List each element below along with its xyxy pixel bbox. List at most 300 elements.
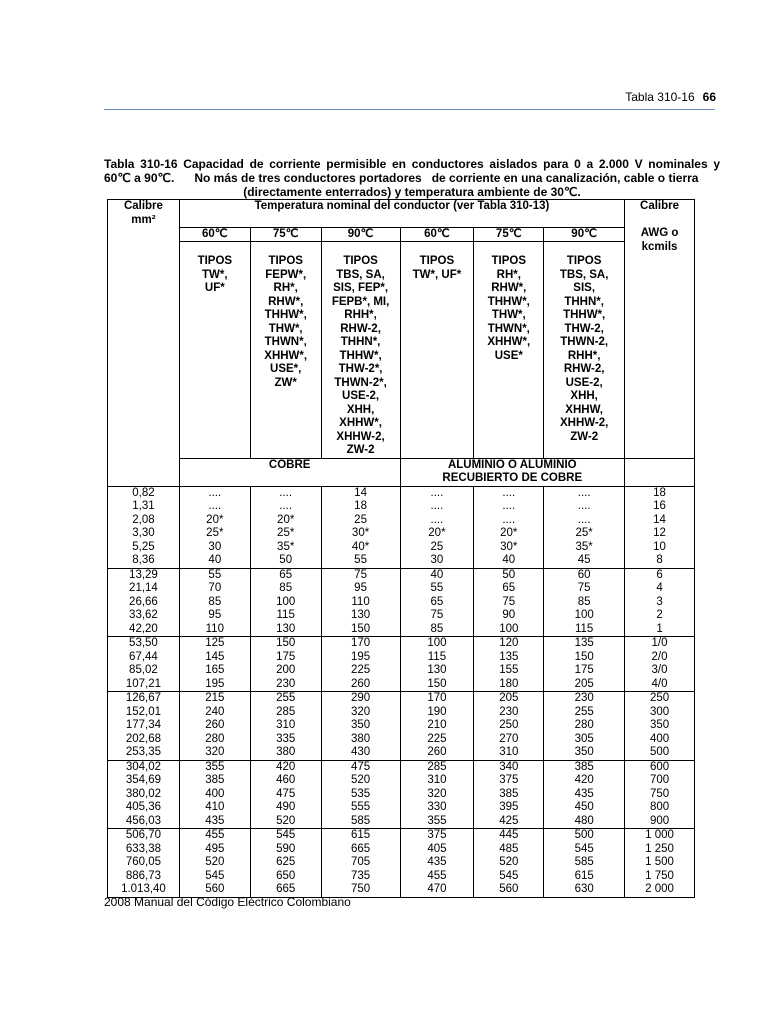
calibre-mm-cell [108,568,180,637]
cell-value: 480 [574,814,594,827]
cell-value: 53,50 [129,637,158,649]
cell-value: 130 [350,609,371,621]
cell-value: 225 [427,732,447,745]
cell-value: 560 [499,883,519,895]
cell-value: 40* [351,540,370,553]
cell-value: 330 [427,801,447,813]
cell-value: 250 [649,692,670,704]
cell-value: 2 [656,609,663,621]
cell-value: 320 [427,787,447,800]
ampacity-cell [179,486,250,568]
cell-value: 405,36 [125,801,162,813]
tipos-cell [474,242,544,459]
ampacity-cell [400,568,474,637]
cell-value: 1/0 [651,637,668,649]
cell-value: 485 [499,842,519,855]
cell-value: 42,20 [129,622,158,635]
cell-value: 270 [499,732,519,745]
cell-value: 25* [575,527,593,539]
ampacity-cell [321,568,400,637]
cell-value: 125 [205,637,225,649]
cell-value: 65 [502,582,516,594]
cell-value: 190 [427,705,447,718]
ampacity-cell [321,637,400,692]
cell-value: 6 [656,568,663,581]
tipos-row [108,242,695,459]
cell-value: 40 [430,568,444,581]
cell-value: 500 [649,746,670,758]
cell-value: 85,02 [129,664,158,676]
calibre-awg-cell [625,486,695,568]
ampacity-cell [474,486,544,568]
cell-value: 205 [574,677,594,690]
tipo-line: XHH, [346,403,375,416]
page-header [625,90,716,104]
cell-value: 455 [427,869,447,882]
material-copper: COBRE [179,458,400,486]
tipo-line: TIPOS [197,255,233,267]
ampacity-cell [250,760,321,829]
ampacity-cell [474,568,544,637]
ampacity-cell [474,637,544,692]
tipo-line: XHHW*, [487,336,531,348]
cell-value: 3/0 [651,664,668,676]
cell-value: .... [208,486,222,499]
cell-value: 470 [427,883,447,895]
cell-value: .... [430,500,444,512]
cell-value: .... [279,486,293,499]
cell-value: 100 [499,622,519,635]
tipo-line: THHN*, [564,295,604,308]
cell-value: .... [502,513,516,526]
tipo-line: USE-2, [565,376,603,389]
cell-value: 13,29 [129,568,158,581]
cell-value: 210 [427,719,447,731]
cell-value: 400 [205,787,225,800]
ampacity-cell [400,692,474,761]
header-row-temps [108,227,695,242]
ampacity-cell [179,829,250,898]
calibre-mm-cont [108,458,180,486]
cell-value: 0,82 [132,486,155,499]
cell-value: 45 [577,554,591,566]
tipo-line: XHHW-2, [559,417,609,429]
cell-value: 1.013,40 [121,883,166,895]
tipo-line: THW*, [491,309,526,321]
tipo-line: TIPOS [343,255,378,267]
cell-value: 490 [276,801,296,813]
cell-value: 500 [574,829,594,841]
tipo-line: USE*, [270,363,302,375]
calibre-awg-header [625,200,695,228]
cell-value: 165 [205,664,225,676]
calibre-awg-cont [625,458,695,486]
page-number: 66 [702,90,716,104]
cell-value: 260 [427,746,447,758]
material-row [108,458,695,486]
ampacity-cell [321,829,400,898]
cell-value: 115 [574,622,594,635]
ampacity-cell [474,760,544,829]
title-line-1: Tabla 310-16 Capacidad de corriente permisible en conductores aislados para 0 a 2.000 V nominales y [104,157,720,171]
cell-value: 1 750 [645,869,674,882]
cell-value: 65 [430,595,444,608]
tipo-line: TBS, SA, [559,268,609,281]
header-row-1 [108,200,695,228]
cell-value: 230 [499,705,519,718]
cell-value: 310 [499,746,519,758]
cell-value: 145 [205,650,225,663]
cell-value: 110 [205,622,224,635]
ampacity-cell [544,829,625,898]
tipo-line: ZW-2 [346,444,375,456]
tipo-line: XHHW-2, [336,430,385,443]
calibre-mm-cell [108,486,180,568]
calibre-mm-unit: mm² [131,213,156,226]
cell-value: 85 [279,582,293,594]
cell-value: 1 [656,622,663,635]
cell-value: 253,35 [125,746,162,758]
cell-value: 405 [427,842,447,855]
cell-value: 85 [430,622,444,635]
ampacity-table [107,199,695,898]
cell-value: 110 [351,595,370,608]
cell-value: 385 [205,774,225,786]
cell-value: 175 [574,664,594,676]
cell-value: 205 [499,692,519,704]
cell-value: 340 [499,760,519,773]
cell-value: 30* [351,527,370,539]
cell-value: 30 [430,554,444,566]
temp-cell: 90℃ [321,227,400,242]
cell-value: 350 [649,719,670,731]
cell-value: 25 [354,513,367,526]
cell-value: .... [577,513,591,526]
cell-value: 385 [574,760,594,773]
calibre-mm-cont [108,242,180,459]
calibre-mm-cell [108,637,180,692]
cell-value: 705 [350,856,371,868]
ampacity-cell [179,692,250,761]
cell-value: 555 [350,801,371,813]
calibre-mm-cell [108,760,180,829]
cell-value: 310 [276,719,296,731]
header-divider [104,109,715,110]
ampacity-cell [179,637,250,692]
cell-value: 255 [276,692,296,704]
cell-value: 495 [205,842,225,855]
cell-value: 615 [350,829,371,841]
cell-value: 18 [354,500,367,512]
cell-value: 150 [276,637,296,649]
cell-value: 75 [502,595,516,608]
cell-value: 625 [276,856,296,868]
ampacity-cell [544,760,625,829]
tipo-line: TIPOS [491,255,527,267]
header-label: Tabla 310-16 [625,90,695,104]
cell-value: 100 [574,609,594,621]
tipo-line: USE* [494,349,523,362]
cell-value: 600 [649,760,670,773]
cell-value: 177,34 [125,719,162,731]
cell-value: 14 [653,513,666,526]
cell-value: 900 [649,814,670,827]
cell-value: 2/0 [651,650,668,663]
cell-value: 700 [649,774,670,786]
cell-value: 2 000 [645,883,674,895]
cell-value: 560 [205,883,225,895]
cell-value: 1 500 [645,856,674,868]
temp-cell: 75℃ [250,227,321,242]
cell-value: 380 [276,746,296,758]
table-row [108,486,695,568]
calibre-awg-cell [625,568,695,637]
cell-value: 67,44 [129,650,158,663]
cell-value: 475 [276,787,296,800]
cell-value: 545 [276,829,296,841]
cell-value: 335 [276,732,296,745]
temp-cell: 60℃ [400,227,474,242]
cell-value: 520 [205,856,225,868]
ampacity-cell [544,692,625,761]
cell-value: 585 [574,856,594,868]
cell-value: 195 [205,677,225,690]
ampacity-cell [400,486,474,568]
cell-value: 240 [205,705,225,718]
calibre-awg-unit: AWG o kcmils [625,227,695,458]
cell-value: .... [577,486,591,499]
cell-value: 300 [649,705,670,718]
cell-value: 800 [649,801,670,813]
ampacity-cell [250,568,321,637]
cell-value: 665 [350,842,371,855]
cell-value: 35* [575,540,593,553]
cell-value: 180 [499,677,519,690]
cell-value: 450 [574,801,594,813]
tipo-line: THW-2, [564,322,604,335]
tipos-cell [250,242,321,459]
cell-value: 1 250 [645,842,674,855]
cell-value: 150 [350,622,371,635]
cell-value: 3,30 [132,527,155,539]
title-line-2: 60℃ a 90℃. No más de tres conductores portadores de corriente en una canalización, cable o tierra [104,171,699,185]
cell-value: 435 [205,814,225,827]
cell-value: 615 [574,869,594,882]
tipo-line: FEPW*, [265,268,307,281]
table-row [108,568,695,637]
tipos-cell [544,242,625,459]
cell-value: 475 [350,760,371,773]
table-row [108,760,695,829]
cell-value: 55 [430,582,444,594]
cell-value: 4/0 [651,677,668,690]
cell-value: 10 [653,540,666,553]
tipo-line: UF* [204,282,225,294]
cell-value: 20* [500,527,518,539]
cell-value: 16 [653,500,666,512]
calibre-mm-cell [108,692,180,761]
cell-value: 33,62 [129,609,158,621]
tipo-line: SIS, FEP*, [333,282,389,294]
cell-value: 520 [350,774,371,786]
tipo-line: ZW-2 [570,430,599,443]
cell-value: 40 [208,554,222,566]
cell-value: 75 [577,582,591,594]
tipo-line: RHW*, [268,295,304,308]
cell-value: 130 [427,664,447,676]
cell-value: 375 [499,774,519,786]
calibre-mm-header [108,200,180,228]
cell-value: 100 [427,637,447,649]
cell-value: 26,66 [129,595,158,608]
tipo-line: THW-2*, [338,363,383,375]
cell-value: 120 [499,637,519,649]
cell-value: 255 [574,705,594,718]
tipo-line: THHW*, [264,309,307,321]
cell-value: 305 [574,732,594,745]
cell-value: 135 [574,637,594,649]
tipo-line: TBS, SA, [336,268,385,281]
cell-value: 886,73 [125,869,162,882]
cell-value: 380,02 [125,787,162,800]
cell-value: 150 [427,677,447,690]
cell-value: 460 [276,774,296,786]
tipo-line: TW*, UF* [412,268,462,281]
cell-value: 760,05 [125,856,162,868]
cell-value: 545 [205,869,225,882]
cell-value: 115 [276,609,295,621]
tipo-line: SIS, [573,282,596,294]
cell-value: 590 [276,842,296,855]
tipo-line: RHW-2, [563,363,605,375]
cell-value: 100 [276,595,296,608]
cell-value: 435 [574,787,594,800]
cell-value: 535 [350,787,371,800]
calibre-awg-cell [625,637,695,692]
cell-value: 130 [276,622,296,635]
ampacity-cell [474,829,544,898]
cell-value: 633,38 [125,842,162,855]
cell-value: 310 [427,774,447,786]
tipo-line: RHH*, [344,309,377,321]
cell-value: 155 [499,664,519,676]
cell-value: 20* [206,513,224,526]
tipo-line: TIPOS [566,255,602,267]
temp-cell: 90℃ [544,227,625,242]
calibre-awg-cell [625,829,695,898]
tipo-line: RHW-2, [340,322,381,335]
cell-value: 395 [499,801,519,813]
cell-value: 375 [427,829,447,841]
tipo-line: XHHW*, [339,417,382,429]
page-footer: 2008 Manual del Código Eléctrico Colombiano [104,895,351,909]
cell-value: 1,31 [132,500,155,512]
cell-value: 320 [350,705,371,718]
cell-value: 200 [276,664,296,676]
cell-value: 25* [277,527,295,539]
ampacity-cell [321,692,400,761]
cell-value: 225 [350,664,371,676]
cell-value: 354,69 [125,774,162,786]
cell-value: 35* [277,540,295,553]
ampacity-cell [474,692,544,761]
cell-value: 70 [208,582,222,594]
cell-value: .... [502,500,516,512]
cell-value: 1 000 [645,829,674,841]
ampacity-cell [544,486,625,568]
cell-value: 30* [500,540,518,553]
cell-value: 115 [427,650,447,663]
table-title [104,157,720,199]
cell-value: 355 [427,814,447,827]
cell-value: 170 [350,637,371,649]
tipo-line: XHHW, [565,403,603,416]
ampacity-cell [250,637,321,692]
tipo-line: THW*, [268,322,303,335]
cell-value: 420 [574,774,594,786]
tipo-line: THWN-2, [560,336,609,348]
cell-value: 290 [350,692,371,704]
cell-value: 126,67 [125,692,162,704]
ampacity-cell [544,637,625,692]
cell-value: 55 [208,568,222,581]
tipo-line: RH*, [496,268,521,281]
cell-value: 545 [574,842,594,855]
cell-value: 85 [577,595,591,608]
ampacity-cell [400,760,474,829]
cell-value: 435 [427,856,447,868]
ampacity-cell [400,829,474,898]
cell-value: 430 [350,746,371,758]
cell-value: 520 [499,856,519,868]
cell-value: 350 [574,746,594,758]
material-aluminum: ALUMINIO O ALUMINIO RECUBIERTO DE COBRE [400,458,625,486]
tipo-line: ZW* [274,376,297,389]
cell-value: 14 [354,486,367,499]
cell-value: 202,68 [125,732,162,745]
cell-value: 85 [208,595,222,608]
calibre-mm-cont [108,227,180,242]
cell-value: 50 [502,568,516,581]
cell-value: 425 [499,814,519,827]
cell-value: 75 [430,609,444,621]
cell-value: 250 [499,719,519,731]
cell-value: 30 [208,540,222,553]
calibre-mm-label: Calibre [123,200,163,212]
ampacity-cell [321,760,400,829]
cell-value: 20* [277,513,295,526]
cell-value: 8,36 [132,554,155,566]
cell-value: .... [502,486,516,499]
table-row [108,829,695,898]
cell-value: 5,25 [132,540,155,553]
tipos-cell [321,242,400,459]
calibre-awg-label: Calibre [640,200,680,212]
ampacity-cell [179,568,250,637]
cell-value: 195 [350,650,371,663]
cell-value: 152,01 [125,705,162,718]
ampacity-cell [321,486,400,568]
cell-value: .... [208,500,222,512]
cell-value: 215 [205,692,225,704]
tipo-line: XHHW*, [264,349,308,362]
tipos-cell [179,242,250,459]
cell-value: 420 [276,760,296,773]
cell-value: .... [577,500,591,512]
tipo-line: THWN-2*, [334,376,387,389]
cell-value: 410 [205,801,225,813]
cell-value: 630 [574,883,594,895]
